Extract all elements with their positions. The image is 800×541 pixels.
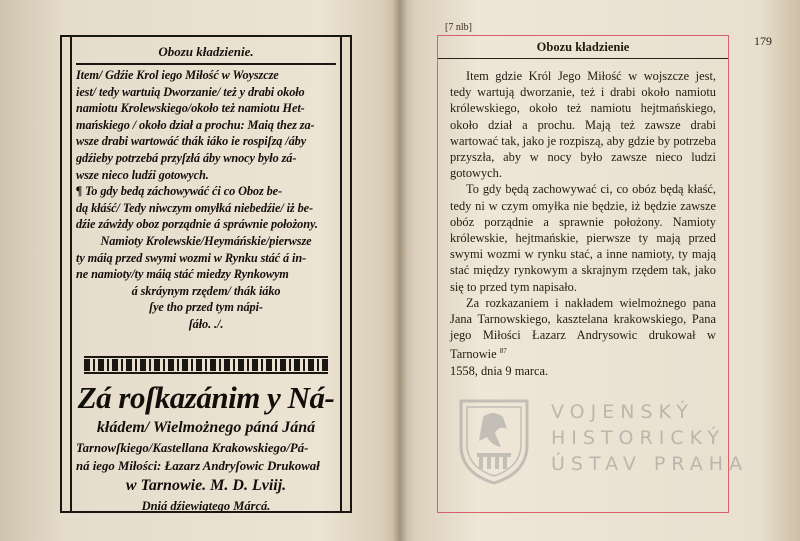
facsimile-line: ſye tho przed tym nápi- bbox=[149, 300, 263, 315]
facsimile-body bbox=[76, 67, 336, 333]
facsimile-line: ne namioty/ty máią stáć miedzy Rynkowym bbox=[76, 267, 289, 282]
transcription-header: Obozu kładzienie bbox=[438, 36, 728, 59]
shield-icon bbox=[455, 395, 533, 485]
paragraph bbox=[450, 295, 716, 379]
facsimile-line: Namioty Krolewskie/Heymáńskie/pierwsze bbox=[100, 233, 312, 248]
colophon-big-line: Zá roſkazánim y Ná- bbox=[77, 380, 335, 415]
facsimile-line: dą kłáść/ Tedy niwczym omyłká niebedźie/ iż be- bbox=[76, 200, 313, 215]
facsimile-header: Obozu kładzienie. bbox=[76, 41, 336, 65]
paragraph-text: Za rozkazaniem i nakładem wielmożnego pana Jana Tarnowskiego, kasztelana krakowskiego, Pana jego Miłości Łazarz Andrysowic drukował w Tarnowie bbox=[450, 295, 716, 362]
paragraph-last-line: 1558, dnia 9 marca. bbox=[450, 363, 549, 378]
page-reference: [7 nlb] bbox=[445, 22, 472, 33]
colophon-place: w Tarnowie. M. D. Lviij. bbox=[125, 477, 287, 494]
footnote-marker: 87 bbox=[499, 347, 507, 356]
watermark-line: ÚSTAV PRAHA bbox=[551, 453, 749, 475]
facsimile-line: ſáło. ./. bbox=[188, 316, 224, 331]
ornamental-border bbox=[84, 359, 328, 371]
facsimile-line: gdźieby potrzebá przyſzłá áby wnocy było zá- bbox=[76, 150, 297, 165]
transcription-text bbox=[450, 68, 716, 379]
facsimile-line: ty máią przed swymi wozmi w Rynku stáć á in- bbox=[76, 250, 307, 265]
facsimile-line: Item/ Gdźie Krol iego Miłość w Woyszcze bbox=[76, 68, 279, 82]
paragraph: Item gdzie Król Jego Miłość w wojszcze jest, tedy wartują dworzanie, też i drabi około namiotu królewskiego, około też namiotu hejtmańskiego, około dział a prochu. Mają też zawsze drabi wartować tak, jako je rozpiszą, aby gdzie by potrzeba przyszła, aby w nocy było zawsze nieco ludzi gotowych. bbox=[450, 69, 716, 181]
watermark-line: HISTORICKÝ bbox=[551, 427, 725, 449]
facsimile-colophon bbox=[76, 379, 336, 515]
watermark-text bbox=[551, 399, 748, 477]
page-number: 179 bbox=[754, 34, 772, 48]
facsimile-line: namiotu Krolewskiego/około też namiotu Het- bbox=[76, 101, 305, 116]
frame-rule-left bbox=[70, 37, 72, 511]
facsimile-line: ¶ To gdy bedą záchowywáć ći co Oboz be- bbox=[76, 184, 283, 199]
paragraph: To gdy będą zachowywać ci, co obóz będą kłaść, tedy ni w czym omyłka nie będzie, iż będzie zawsze obóz porządnie a sprawnie położony. Namioty królewskie, hejtmańskie, pierwsze ty mają przed swymi wozmi w rynku stać, a inne namioty, ty mają stać między rynkowym a skrajnym rzędem tak, jako się to przed tym napisało. bbox=[450, 182, 716, 294]
colophon-line: Tarnowſkiego/Kastellana Krakowskiego/Pá- bbox=[76, 441, 309, 455]
facsimile-page bbox=[60, 35, 352, 513]
facsimile-line: mańskiego / około dział a prochu: Maią thez za- bbox=[76, 117, 315, 132]
facsimile-line: iest/ tedy wartuią Dworzanie/ też y drabi około bbox=[76, 84, 305, 99]
facsimile-line: wsze nieco ludźi gotowych. bbox=[76, 167, 209, 182]
facsimile-line: á skráynym rzędem/ thák iáko bbox=[131, 283, 281, 298]
colophon-line: kłádem/ Wielmożnego páná Jáná bbox=[96, 419, 316, 436]
frame-rule-right bbox=[340, 37, 342, 511]
facsimile-line: wsze drabi wartowáć thák iáko ie rospiſzą /áby bbox=[76, 134, 307, 149]
colophon-date: Dniá dźiewiątego Márcá. bbox=[141, 499, 271, 513]
watermark-line: VOJENSKÝ bbox=[551, 401, 694, 423]
colophon-line: ná iego Miłości: Łazarz Andryſowic Drukował bbox=[76, 459, 320, 473]
book-gutter bbox=[393, 0, 407, 541]
facsimile-line: dźie záwżdy oboz porządnie á spráwnie położony. bbox=[76, 217, 318, 232]
watermark bbox=[455, 395, 749, 495]
